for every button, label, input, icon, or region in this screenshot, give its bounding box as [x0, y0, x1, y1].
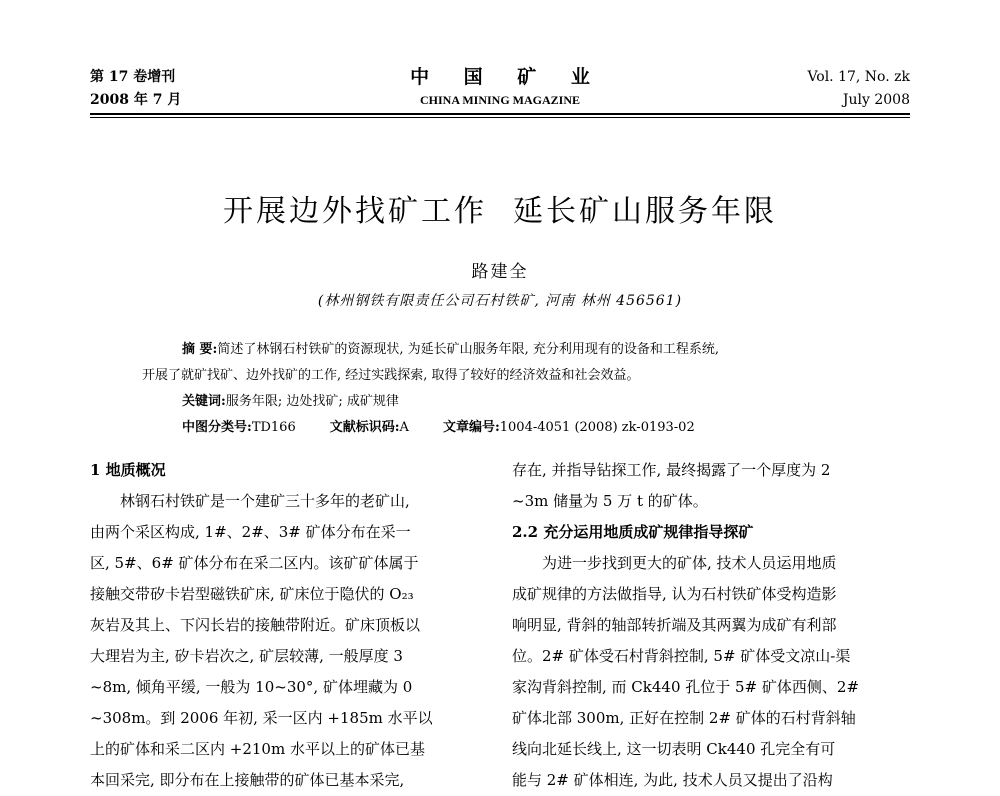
affiliation: (林州钢铁有限责任公司石村铁矿, 河南 林州 456561) — [317, 293, 683, 309]
body-line: ~8m, 倾角平缓, 一般为 10~30°, 矿体埋藏为 0 — [90, 678, 413, 696]
body-line: ~308m。到 2006 年初, 采一区内 +185m 水平以 — [90, 709, 433, 727]
keywords: 服务年限; 边处找矿; 成矿规律 — [225, 394, 399, 409]
body-line: 区, 5#、6# 矿体分布在采二区内。该矿矿体属于 — [90, 554, 419, 572]
body-line: 由两个采区构成, 1#、2#、3# 矿体分布在采一 — [90, 523, 411, 541]
abstract-text-1: 简述了林钢石村铁矿的资源现状, 为延长矿山服务年限, 充分利用现有的设备和工程系统, — [217, 342, 719, 357]
journal-name-en: CHINA MINING MAGAZINE — [419, 93, 580, 107]
subsection-heading-2-2: 2.2 充分运用地质成矿规律指导探矿 — [512, 523, 754, 541]
body-line: 家沟背斜控制, 而 Ck440 孔位于 5# 矿体西侧、2# — [512, 678, 860, 696]
doc-code-value: A — [399, 420, 409, 435]
section-heading-1: 1 地质概况 — [90, 461, 166, 479]
body-line: 响明显, 背斜的轴部转折端及其两翼为成矿有利部 — [512, 616, 837, 634]
left-column — [90, 455, 488, 796]
issue-date: 2008 年 7 月 — [90, 92, 182, 108]
body-line: 成矿规律的方法做指导, 认为石村铁矿体受构造影 — [512, 585, 837, 603]
body-line: 能与 2# 矿体相连, 为此, 技术人员又提出了沿构 — [512, 771, 833, 789]
body-line: 位。2# 矿体受石村背斜控制, 5# 矿体受文凉山-渠 — [512, 647, 851, 665]
header-rule-thick — [90, 113, 910, 115]
body-line: 线向北延长线上, 这一切表明 Ck440 孔完全有可 — [512, 740, 836, 758]
running-header — [90, 66, 910, 112]
body-line: 上的矿体和采二区内 +210m 水平以上的矿体已基 — [90, 740, 425, 758]
header-right — [807, 66, 910, 112]
article-title — [0, 192, 1000, 232]
article-no-label: 文章编号: — [442, 420, 500, 435]
body-line: 为进一步找到更大的矿体, 技术人员运用地质 — [542, 554, 837, 572]
body-line: 林钢石村铁矿是一个建矿三十多年的老矿山, — [120, 492, 410, 510]
header-rule-thin — [90, 117, 910, 118]
header-center — [90, 66, 910, 112]
right-column — [512, 455, 910, 796]
keywords-line — [182, 389, 898, 415]
volume-en: Vol. 17, No. zk — [807, 69, 910, 85]
volume-label: 第 17 卷增刊 — [90, 69, 176, 85]
title-part-2: 延长矿山服务年限 — [513, 194, 777, 229]
doc-code-label: 文献标识码: — [329, 420, 400, 435]
body-line: 灰岩及其上、下闪长岩的接触带附近。矿床顶板以 — [90, 616, 421, 634]
body-line: ~3m 储量为 5 万 t 的矿体。 — [512, 492, 708, 510]
body-line: 接触交带矽卡岩型磁铁矿床, 矿床位于隐伏的 O₂₃ — [90, 585, 414, 603]
body-line: 本回采完, 即分布在上接触带的矿体已基本采完, — [90, 771, 405, 789]
abstract-line-1 — [142, 337, 858, 363]
title-part-1: 开展边外找矿工作 — [223, 194, 487, 229]
author: 路建全 — [471, 262, 529, 282]
clc-label: 中图分类号: — [182, 420, 252, 435]
clc-value: TD166 — [251, 420, 296, 435]
date-en: July 2008 — [842, 92, 910, 108]
journal-name-cn: 中 国 矿 业 — [410, 66, 604, 88]
body-line: 矿体北部 300m, 正好在控制 2# 矿体的石村背斜轴 — [512, 709, 856, 727]
keywords-label: 关键词: — [182, 394, 226, 409]
classification-line — [182, 415, 898, 441]
abstract-line-2: 开展了就矿找矿、边外找矿的工作, 经过实践探索, 取得了较好的经济效益和社会效益。 — [142, 368, 640, 383]
body-line: 存在, 并指导钻探工作, 最终揭露了一个厚度为 2 — [512, 461, 831, 479]
body-line: 大理岩为主, 矽卡岩次之, 矿层较薄, 一般厚度 3 — [90, 647, 403, 665]
abstract-label: 摘 要: — [182, 342, 218, 357]
article-no-value: 1004-4051 (2008) zk-0193-02 — [499, 420, 695, 435]
